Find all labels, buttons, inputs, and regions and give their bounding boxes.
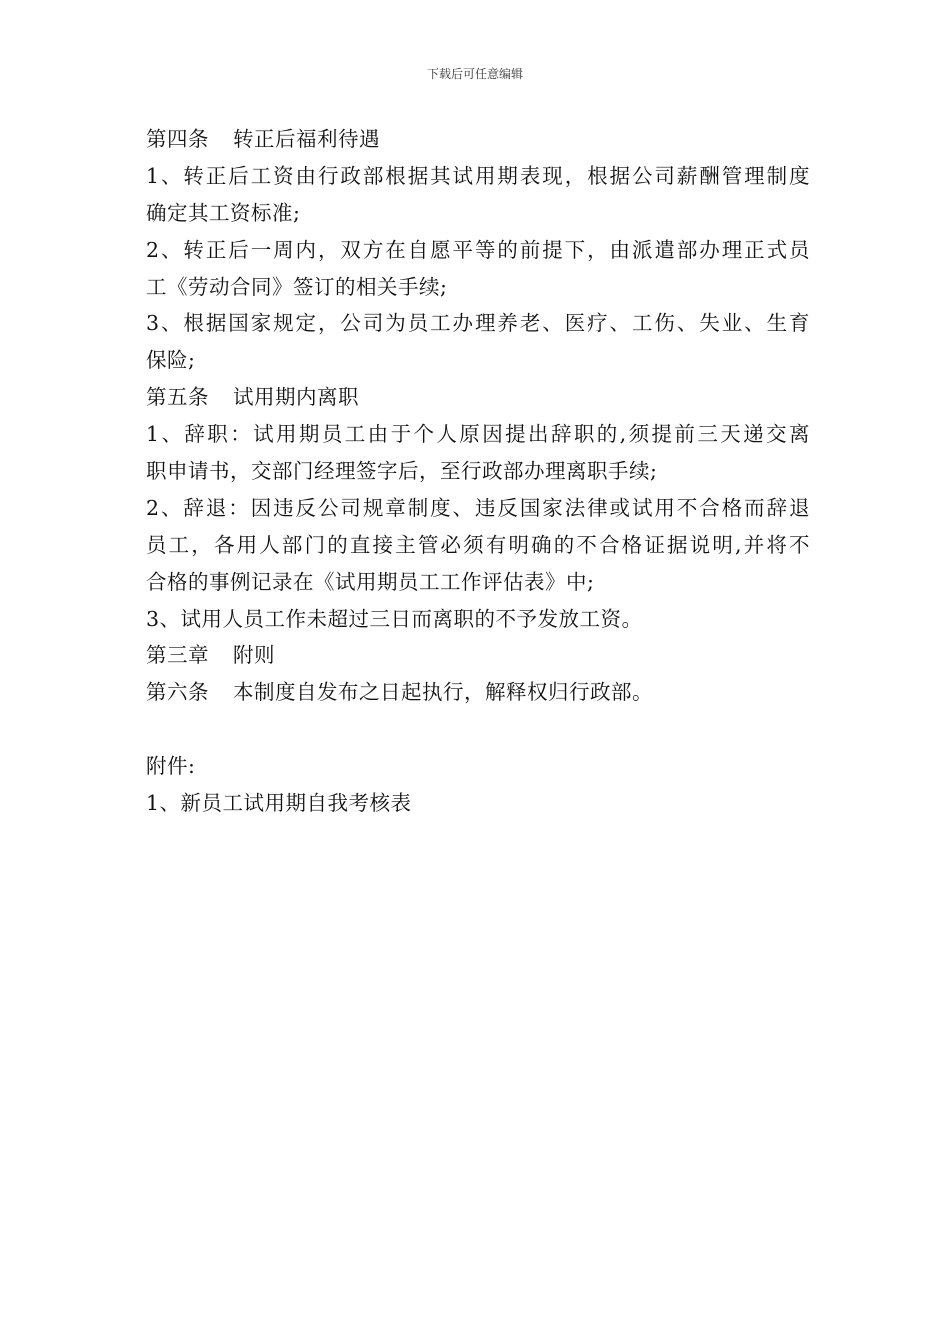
article-6-number: 第六条 xyxy=(146,680,209,705)
page-header-note: 下载后可任意编辑 xyxy=(426,67,523,81)
article-5-item-2-line-1: 2、辞退：因违反公司规章制度、违反国家法律或试用不合格而辞退 xyxy=(146,495,810,520)
chapter-3-heading xyxy=(146,637,810,674)
article-4-item-1-line-2: 确定其工资标准; xyxy=(146,200,301,225)
attachments-label: 附件: xyxy=(146,754,196,779)
article-4-item-3-line-2: 保险; xyxy=(146,348,196,373)
article-4-item-3-line-1: 3、根据国家规定，公司为员工办理养老、医疗、工伤、失业、生育 xyxy=(146,311,810,336)
article-4-item-1-line-1: 1、转正后工资由行政部根据其试用期表现，根据公司薪酬管理制度 xyxy=(146,163,810,188)
article-6-line xyxy=(146,674,810,711)
document-body xyxy=(146,121,810,822)
article-4-number: 第四条 xyxy=(146,127,209,151)
article-5-number: 第五条 xyxy=(146,385,209,410)
article-5-heading xyxy=(146,379,810,416)
article-5-item-3-line-1: 3、试用人员工作未超过三日而离职的不予发放工资。 xyxy=(146,606,643,631)
chapter-3-title: 附则 xyxy=(233,643,275,668)
article-5-title: 试用期内离职 xyxy=(233,385,359,410)
spacer xyxy=(146,711,810,748)
attachment-item-1: 1、新员工试用期自我考核表 xyxy=(146,791,412,816)
article-5-item-2-line-3: 合格的事例记录在《试用期员工工作评估表》中; xyxy=(146,569,595,594)
article-4-item-2-line-2: 工《劳动合同》签订的相关手续; xyxy=(146,274,448,299)
article-5-item-2-line-2: 员工，各用人部门的直接主管必须有明确的不合格证据说明,并将不 xyxy=(146,532,810,557)
article-4-item-2-line-1: 2、转正后一周内，双方在自愿平等的前提下，由派遣部办理正式员 xyxy=(146,237,810,262)
article-6-text: 本制度自发布之日起执行，解释权归行政部。 xyxy=(233,680,653,705)
chapter-3-number: 第三章 xyxy=(146,643,209,668)
article-5-item-1-line-1: 1、辞职：试用期员工由于个人原因提出辞职的,须提前三天递交离 xyxy=(146,422,810,447)
article-4-title: 转正后福利待遇 xyxy=(233,127,380,151)
article-5-item-1-line-2: 职申请书，交部门经理签字后，至行政部办理离职手续; xyxy=(146,459,658,484)
article-4-heading xyxy=(146,121,810,158)
